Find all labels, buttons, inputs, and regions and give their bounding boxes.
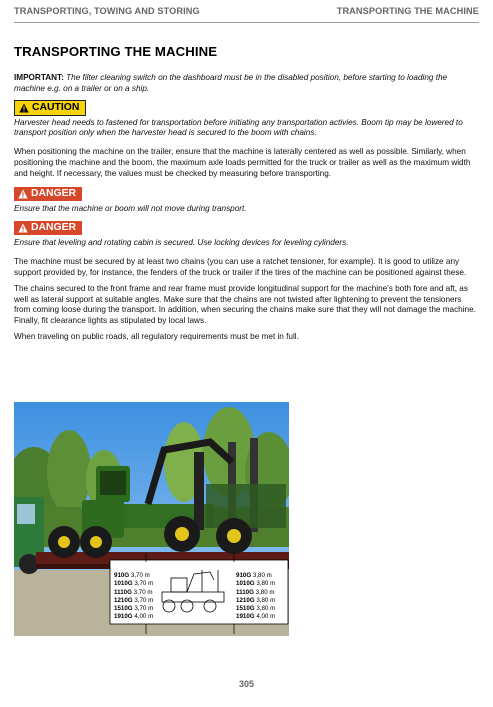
caution-label <box>14 100 86 116</box>
page-title: TRANSPORTING THE MACHINE <box>14 44 218 59</box>
warning-triangle-icon <box>18 189 28 199</box>
important-text: The filter cleaning switch on the dashboard must be in the disabled position, before starting to loading the machine e.g. on a trailer or on a ship. <box>14 73 448 93</box>
danger-label-2 <box>14 221 82 235</box>
dim-row: 1510G 3,80 m <box>236 605 276 613</box>
caution-text: Harvester head needs to fastened for transportation before initiating any transportation activies. Boom tip may be lowered to transport position only when the harvester head is secured to the boom with chains. <box>14 117 463 138</box>
warning-triangle-icon <box>19 103 29 113</box>
dim-row: 1910G 4,00 m <box>236 613 276 621</box>
dim-row: 910G 3,80 m <box>236 572 272 579</box>
running-header <box>14 0 479 23</box>
height-values-right <box>236 572 288 622</box>
header-section-title: TRANSPORTING, TOWING AND STORING <box>14 6 200 16</box>
positioning-paragraph: When positioning the machine on the trailer, ensure that the machine is laterally centered as well as possible. Similarly, when positioning the machine and the boom, the maximum axle loads permitted for the truck or trailer as well as the maximum width and height. If necessary, the values must be checked by measuring before transporting. <box>14 147 471 178</box>
dim-row: 1210G 3,80 m <box>236 596 276 604</box>
dim-row: 1110G 3,70 m <box>114 588 153 596</box>
danger-label-1-text: DANGER <box>31 187 77 199</box>
danger-label-2-text: DANGER <box>31 222 77 234</box>
chains-paragraph: The machine must be secured by at least two chains (you can use a ratchet tensioner, for example). It is good to utilize any support provided by, for instance, the fenders of the truck or trailer if the tires of the machine can be positioned against these. <box>14 257 467 277</box>
caution-label-text: CAUTION <box>32 101 80 113</box>
header-page-title: TRANSPORTING THE MACHINE <box>336 6 479 16</box>
page-content <box>14 44 478 348</box>
danger-text-2: Ensure that leveling and rotating cabin is secured. Use locking devices for leveling cylinders. <box>14 238 349 248</box>
support-paragraph: The chains secured to the front frame and rear frame must provide longitudinal support for the machine's both fore and aft, as well as lateral support at suitable angles. Make sure that the chains are not twisted after lightening to prevent the tensioners from coming loose during the transport. In addition, when securing the chains make sure that they will not damage the machine. Finally, fit clearance lights as stipulated by local laws. <box>14 283 476 326</box>
dim-row: 1210G 3,70 m <box>114 596 154 604</box>
machine-transport-photo <box>14 402 289 636</box>
danger-label-1 <box>14 187 82 201</box>
dim-row: 1110G 3,80 m <box>236 588 275 596</box>
height-values-left <box>114 572 160 622</box>
dim-row: 910G 3,70 m <box>114 572 150 579</box>
page-number: 305 <box>238 679 255 689</box>
dim-row: 1010G 3,70 m <box>114 580 154 588</box>
important-note <box>14 73 478 95</box>
danger-text-1: Ensure that the machine or boom will not move during transport. <box>14 203 247 213</box>
important-label: IMPORTANT: <box>14 73 64 82</box>
dim-row: 1510G 3,70 m <box>114 605 154 613</box>
warning-triangle-icon <box>18 223 28 233</box>
dim-row: 1910G 4,00 m <box>114 613 154 621</box>
dim-row: 1010G 3,80 m <box>236 580 276 588</box>
public-roads-paragraph: When traveling on public roads, all regulatory requirements must be met in full. <box>14 331 299 341</box>
